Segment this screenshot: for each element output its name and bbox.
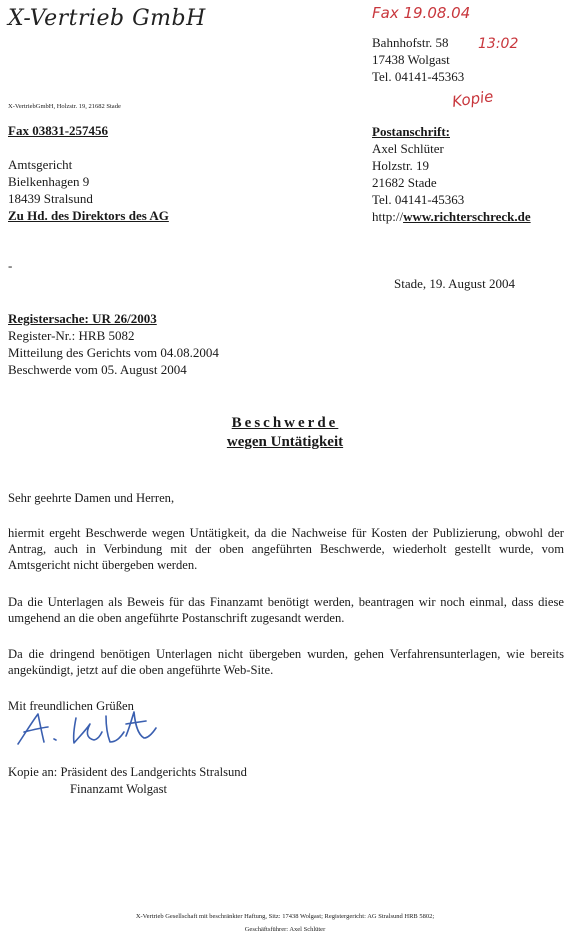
copy-line-2: Finanzamt Wolgast (70, 782, 168, 796)
paragraph-2: Da die Unterlagen als Beweis für das Finanzamt benötigt werden, beantragen wir noch einmal, dass diese umgehend an die oben angeführte Postanschrift zugesandt werden. (8, 595, 564, 625)
handwritten-time-note: 13:02 (478, 36, 519, 52)
title-line-1: Beschwerde (231, 415, 339, 431)
letter-date: Stade, 19. August 2004 (394, 276, 515, 291)
register-nr: Register-Nr.: HRB 5082 (8, 328, 135, 343)
postal-street: Holzstr. 19 (372, 158, 430, 173)
signature-image (14, 706, 164, 750)
postal-web (372, 208, 531, 225)
dash-mark: - (8, 258, 13, 273)
closing: Mit freundlichen Grüßen (8, 699, 134, 713)
register-beschwerde: Beschwerde vom 05. August 2004 (8, 362, 187, 377)
recipient-line-2: Bielkenhagen 9 (8, 174, 90, 189)
sender-address (372, 34, 464, 85)
website-link[interactable]: www.richterschreck.de (403, 209, 531, 224)
salutation: Sehr geehrte Damen und Herren, (8, 491, 175, 505)
register-sache: Registersache: UR 26/2003 (8, 311, 157, 326)
recipient-fax: Fax 03831-257456 (8, 123, 109, 138)
register-mitteilung: Mitteilung des Gerichts vom 04.08.2004 (8, 345, 219, 360)
recipient-line-1: Amtsgericht (8, 157, 73, 172)
recipient-address (8, 156, 169, 224)
letter-title (0, 414, 570, 452)
postal-name: Axel Schlüter (372, 141, 444, 156)
paragraph-1: hiermit ergeht Beschwerde wegen Untätigkeit, da die Nachweise für Kosten der Publizierung, obwohl der Antrag, auch in Verbindung mit der oben angeführten Beschwerde, wiederholt gestellt wurde, vom Amtsgericht nicht übergeben werden. (8, 526, 564, 572)
paragraph-3: Da die dringend benötigen Unterlagen nicht übergeben wurden, gehen Verfahrensunterlagen, wie bereits angekündigt, jetzt auf die oben angeführte Web-Site. (8, 647, 564, 677)
postal-heading: Postanschrift: (372, 124, 450, 139)
recipient-line-3: 18439 Stralsund (8, 191, 93, 206)
footer-line-2: Geschäftsführer: Axel Schlüter (244, 926, 326, 933)
handwritten-kopie-note: Kopie (450, 87, 495, 111)
postal-city: 21682 Stade (372, 175, 437, 190)
sender-city: 17438 Wolgast (372, 52, 450, 67)
copy-recipients (8, 764, 247, 798)
postal-address (372, 123, 531, 225)
handwritten-fax-note: Fax 19.08.04 (372, 4, 471, 22)
register-reference (8, 310, 219, 378)
copy-line-1: Kopie an: Präsident des Landgerichts Stralsund (8, 765, 247, 779)
postal-phone: Tel. 04141-45363 (372, 192, 465, 207)
title-line-2: wegen Untätigkeit (226, 434, 344, 450)
sender-street: Bahnhofstr. 58 (372, 35, 449, 50)
company-logo: X-Vertrieb GmbH (8, 6, 206, 31)
footer-line-1: X-Vertrieb Gesellschaft mit beschränkter Haftung, Sitz: 17438 Wolgast; Registergericht: AG Stralsund HRB 5802; (135, 913, 435, 920)
return-address-line: X-VertriebGmbH, Holzstr. 19, 21682 Stade (8, 103, 121, 110)
recipient-line-4: Zu Hd. des Direktors des AG (8, 208, 169, 223)
postal-web-prefix: http:// (372, 209, 404, 224)
sender-phone: Tel. 04141-45363 (372, 69, 465, 84)
company-footer (0, 910, 570, 936)
